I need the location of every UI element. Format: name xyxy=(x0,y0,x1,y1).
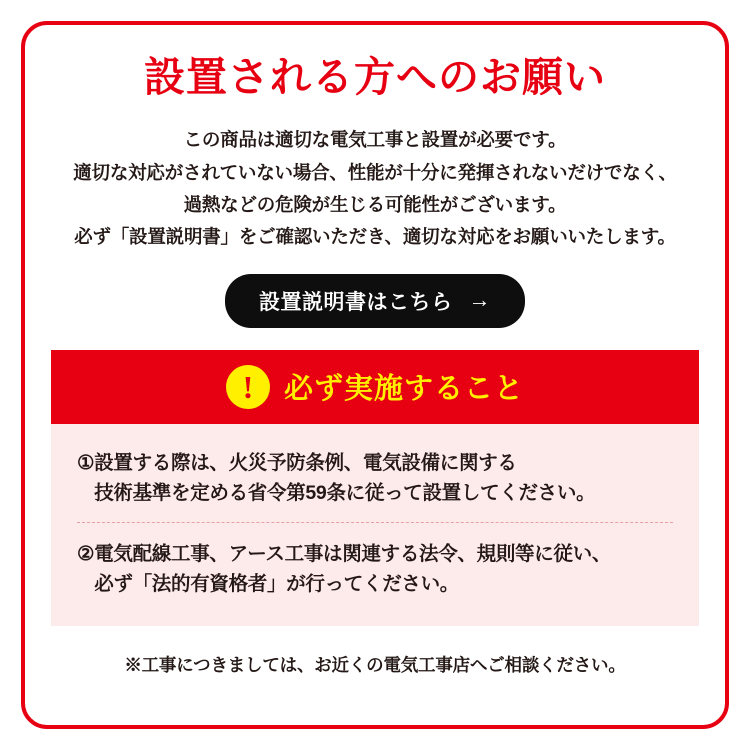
list-item-line: 電気配線工事、アース工事は関連する法令、規則等に従い、 xyxy=(94,543,612,566)
must-do-banner xyxy=(51,350,699,424)
list-item-number: ① xyxy=(77,451,95,474)
list-item xyxy=(77,539,673,599)
red-border-frame xyxy=(21,21,729,729)
list-item-line: 設置する際は、火災予防条例、電気設備に関する xyxy=(94,451,517,474)
list-item-line: 技術基準を定める省令第59条に従って設置してください。 xyxy=(94,481,596,504)
must-do-banner-label: 必ず実施すること xyxy=(283,373,524,406)
divider xyxy=(77,522,673,523)
list-item-body xyxy=(94,539,673,599)
list-item-number: ② xyxy=(77,543,95,566)
list-item xyxy=(77,448,673,508)
list-item-body xyxy=(94,448,673,508)
footnote: ※工事につきましては、お近くの電気工事店へご相談ください。 xyxy=(124,654,626,675)
arrow-right-icon: → xyxy=(468,286,491,312)
installation-manual-button-label: 設置説明書はこちら xyxy=(259,290,453,314)
exclamation-icon: ! xyxy=(226,365,270,409)
manual-button-row xyxy=(51,274,699,328)
lead-line-3: 過熱などの危険が生じる可能性がございます。 xyxy=(183,193,567,215)
notice-content xyxy=(25,25,725,725)
lead-line-2: 適切な対応がされていない場合、性能が十分に発揮されないだけでなく、 xyxy=(73,161,677,183)
installation-manual-button[interactable] xyxy=(225,274,525,328)
lead-paragraph xyxy=(51,124,699,254)
lead-line-1: この商品は適切な電気工事と設置が必要です。 xyxy=(183,129,567,151)
list-item-line: 必ず「法的有資格者」が行ってください。 xyxy=(94,573,459,596)
lead-line-4: 必ず「設置説明書」をご確認いただき、適切な対応をお願いいたします。 xyxy=(74,226,676,248)
requirements-panel xyxy=(51,424,699,626)
page-title: 設置される方へのお願い xyxy=(144,54,606,100)
